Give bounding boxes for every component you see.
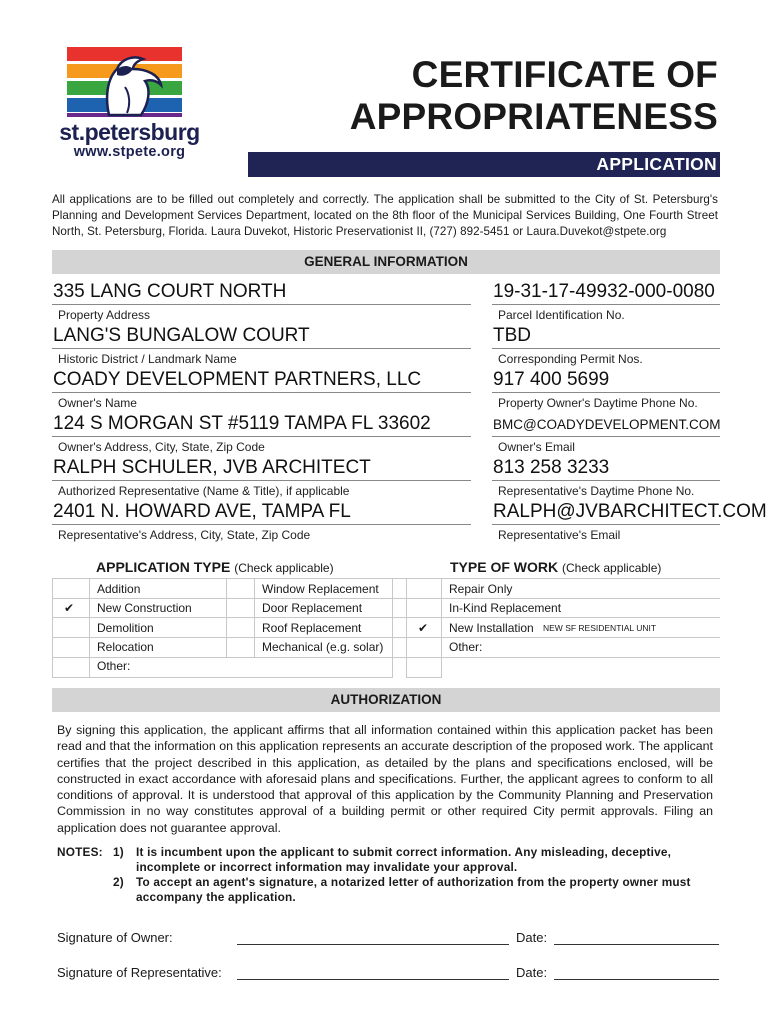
- representative-address-value[interactable]: 2401 N. HOWARD AVE, TAMPA FL: [53, 501, 351, 522]
- application-type-option-2: Mechanical (e.g. solar): [262, 640, 384, 654]
- application-type-option-2: Window Replacement: [262, 582, 379, 596]
- representative-signature-line[interactable]: [237, 979, 509, 980]
- owner-phone-underline: [492, 392, 720, 393]
- owner-email-label: Owner's Email: [498, 440, 575, 454]
- application-type-option: Other:: [97, 659, 131, 673]
- application-type-option-2: Roof Replacement: [262, 621, 362, 635]
- representative-address-underline: [52, 524, 471, 525]
- new-installation-note[interactable]: NEW SF RESIDENTIAL UNIT: [543, 623, 657, 633]
- property-address-value[interactable]: 335 LANG COURT NORTH: [53, 281, 287, 302]
- representative-phone-underline: [492, 480, 720, 481]
- parcel-id-value[interactable]: 19-31-17-49932-000-0080: [493, 281, 715, 302]
- owner-email-value[interactable]: BMC@COADYDEVELOPMENT.COM: [493, 417, 721, 432]
- parcel-id-label: Parcel Identification No.: [498, 308, 625, 322]
- note-2-line-2: accompany the application.: [136, 890, 296, 904]
- application-type-option-2: Door Replacement: [262, 601, 363, 615]
- representative-address-label: Representative's Address, City, State, Zip Code: [58, 528, 311, 542]
- permit-nos-label: Corresponding Permit Nos.: [498, 352, 643, 366]
- application-type-option: Addition: [97, 582, 141, 596]
- representative-name-underline: [52, 480, 471, 481]
- owner-email-underline: [492, 436, 720, 437]
- permit-nos-value[interactable]: TBD: [493, 325, 531, 346]
- representative-name-value[interactable]: RALPH SCHULER, JVB ARCHITECT: [53, 457, 371, 478]
- representative-phone-label: Representative's Daytime Phone No.: [498, 484, 695, 498]
- representative-name-label: Authorized Representative (Name & Title), if applicable: [58, 484, 350, 498]
- owner-name-label: Owner's Name: [58, 396, 137, 410]
- pelican-logo-icon: [57, 45, 202, 117]
- note-2-number: 2): [113, 875, 124, 889]
- type-of-work-heading: TYPE OF WORK (Check applicable): [450, 559, 662, 575]
- application-type-checkbox[interactable]: ✔: [64, 601, 75, 615]
- parcel-id-underline: [492, 304, 720, 305]
- application-type-option: Relocation: [97, 640, 154, 654]
- representative-date-line[interactable]: [554, 979, 719, 980]
- historic-district-value[interactable]: LANG'S BUNGALOW COURT: [53, 325, 310, 346]
- note-1-line-1: It is incumbent upon the applicant to submit correct information. Any misleading, deceptive,: [136, 845, 672, 859]
- title-line-1: CERTIFICATE OF: [411, 54, 718, 95]
- logo-url: www.stpete.org: [73, 144, 186, 160]
- representative-signature-label: Signature of Representative:: [57, 965, 222, 980]
- owner-signature-label: Signature of Owner:: [57, 930, 173, 945]
- application-banner: [248, 152, 720, 177]
- owner-address-value[interactable]: 124 S MORGAN ST #5119 TAMPA FL 33602: [53, 413, 431, 434]
- owner-date-label: Date:: [516, 930, 548, 945]
- authorization-title: AUTHORIZATION: [330, 692, 442, 707]
- owner-name-value[interactable]: COADY DEVELOPMENT PARTNERS, LLC: [53, 369, 422, 390]
- logo-city-name: st.petersburg: [59, 119, 200, 145]
- permit-nos-underline: [492, 348, 720, 349]
- owner-signature-line[interactable]: [237, 944, 509, 945]
- owner-phone-value[interactable]: 917 400 5699: [493, 369, 610, 390]
- notes-label: NOTES:: [57, 845, 103, 859]
- representative-email-label: Representative's Email: [498, 528, 621, 542]
- owner-name-underline: [52, 392, 471, 393]
- type-of-work-checkbox[interactable]: ✔: [418, 621, 429, 635]
- city-logo: [57, 45, 202, 167]
- note-1-number: 1): [113, 845, 124, 859]
- application-type-option: New Construction: [97, 601, 192, 615]
- representative-email-underline: [492, 524, 720, 525]
- historic-district-label: Historic District / Landmark Name: [58, 352, 237, 366]
- general-information-title: GENERAL INFORMATION: [304, 254, 468, 269]
- type-of-work-option: In-Kind Replacement: [449, 601, 562, 615]
- intro-paragraph: All applications are to be filled out completely and correctly. The application shall be submitted to the City of St. Petersburg's Planning and Development Services Department, located on the 8th floor of the Municipal Services Building, One Fourth Street North, St. Petersburg, Florida. Laura Duvekot, Historic Preservationist II, (727) 892-5451 or Laura.Duvekot@stpete.org: [52, 193, 718, 238]
- general-information-header: [52, 250, 720, 274]
- property-address-label: Property Address: [58, 308, 151, 322]
- historic-district-underline: [52, 348, 471, 349]
- representative-phone-value[interactable]: 813 258 3233: [493, 457, 610, 478]
- representative-date-label: Date:: [516, 965, 548, 980]
- property-address-underline: [52, 304, 471, 305]
- type-of-work-option: Other:: [449, 640, 483, 654]
- owner-address-underline: [52, 436, 471, 437]
- type-of-work-option: Repair Only: [449, 582, 513, 596]
- owner-date-line[interactable]: [554, 944, 719, 945]
- application-type-heading: APPLICATION TYPE (Check applicable): [96, 559, 334, 575]
- representative-email-value[interactable]: RALPH@JVBARCHITECT.COM: [493, 501, 767, 522]
- authorization-paragraph: By signing this application, the applicant affirms that all information contained within this application packet has been read and that the information on this application represents an accurate description of the proposed work. The applicant certifies that the project described in this application, as detailed by the plans and specifications enclosed, will be constructed in exact accordance with aforesaid plans and specifications. Further, the applicant agrees to conform to all conditions of approval. It is understood that approval of this application by the Community Planning and Preservation Commission in no way constitutes approval of a building permit or other required City permit approvals. Filing an application does not guarantee approval.: [57, 723, 713, 835]
- type-of-work-option: New Installation: [449, 621, 534, 635]
- owner-address-label: Owner's Address, City, State, Zip Code: [58, 440, 265, 454]
- application-label: APPLICATION: [596, 154, 717, 174]
- owner-phone-label: Property Owner's Daytime Phone No.: [498, 396, 698, 410]
- authorization-header: [52, 688, 720, 712]
- note-2-line-1: To accept an agent's signature, a notarized letter of authorization from the property owner must: [136, 875, 691, 889]
- title-line-2: APPROPRIATENESS: [349, 96, 718, 137]
- application-type-option: Demolition: [97, 621, 154, 635]
- note-1-line-2: incomplete or incorrect information may invalidate your approval.: [136, 860, 518, 874]
